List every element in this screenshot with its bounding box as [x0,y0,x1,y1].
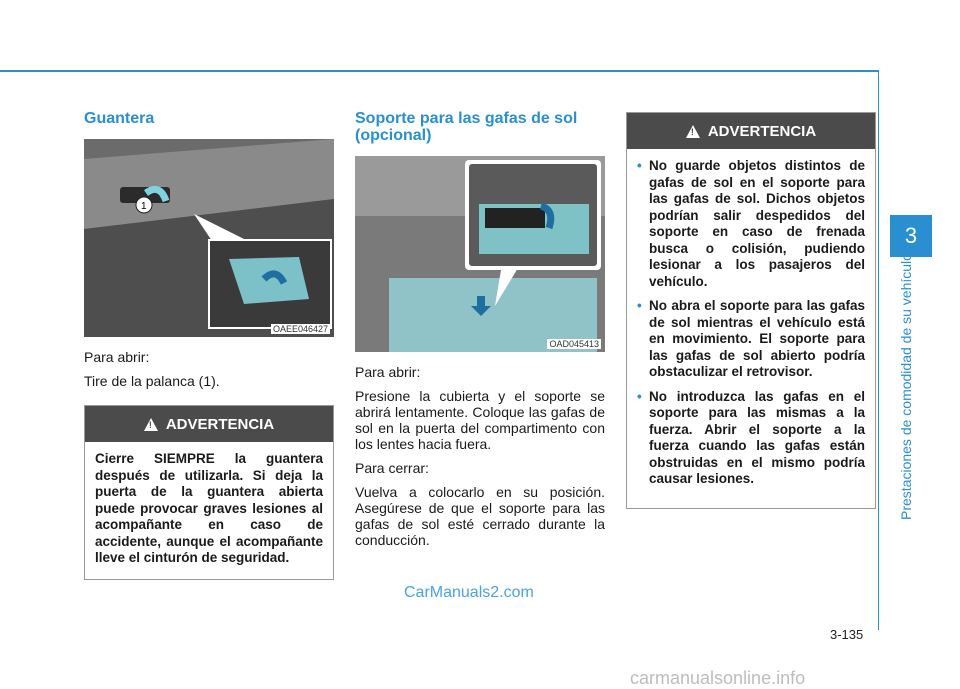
chapter-tab: 3 [890,215,932,257]
page-number: 3-135 [830,627,864,642]
footer-watermark: carmanualsonline.info [630,668,806,688]
paragraph: Para cerrar: [355,460,429,476]
warning-item: • No introduzca las gafas en el soporte para las mismas a la fuerza. Abrir el soporte a la fuerza cuando las gafas están obstruidas en el mismo podría causar lesiones. [637,389,865,488]
section-title-sunglass-holder: Soporte para las gafas de sol (opcional) [355,110,578,144]
warning-title: ADVERTENCIA [165,415,275,433]
sunglass-holder-illustration [355,156,605,352]
warning-header [627,113,875,149]
sunglass-warning-section [626,112,876,509]
warning-list [637,158,865,488]
glovebox-figure [84,139,334,337]
paragraph: Tire de la palanca (1). [84,373,220,389]
warning-text: Cierre SIEMPRE la guantera después de utilizarla. Si deja la puerta de la guantera abierta puede provocar graves lesiones al acompañante en caso de accidente, aunque el acompañante lleve el cinturón de seguridad. [95,451,323,565]
warning-icon [144,418,158,431]
top-rule [0,70,878,72]
warning-box [84,405,334,580]
warning-item: • No abra el soporte para las gafas de sol mientras el vehículo está en movimiento. El soporte para las gafas de sol abierto podría obstaculizar el retrovisor. [637,298,865,381]
chapter-title: Prestaciones de comodidad de su vehículo [898,253,914,520]
side-rule [878,70,879,630]
warning-title: ADVERTENCIA [707,122,817,140]
figure-code: OAD045413 [549,339,599,349]
callout-number: 1 [141,201,147,212]
paragraph: Para abrir: [355,364,421,380]
sunglass-holder-figure [355,156,605,352]
glovebox-illustration [84,139,334,337]
figure-code: OAEE046427 [272,324,328,334]
paragraph: Presione la cubierta y el soporte se abrirá lentamente. Coloque las gafas de sol en la puerta del compartimento con los lentes hacia fuera. [355,388,605,452]
warning-item: • No guarde objetos distintos de gafas de sol en el soporte para las gafas de sol. Dichos objetos podrían salir despedidos del soporte en caso de frenada busca o colisión, pudiendo lesionar a los pasajeros del vehículo. [637,158,865,290]
warning-box [626,112,876,509]
section-title-glovebox: Guantera [84,110,155,127]
sunglass-holder-section [355,110,605,556]
warning-header [85,406,333,442]
warning-icon [686,125,700,138]
watermark-link[interactable]: CarManuals2.com [404,584,534,601]
paragraph: Para abrir: [84,349,150,365]
paragraph: Vuelva a colocarlo en su posición. Asegúrese de que el soporte para las gafas de sol esté cerrado durante la conducción. [355,484,605,548]
glovebox-section [84,110,334,580]
